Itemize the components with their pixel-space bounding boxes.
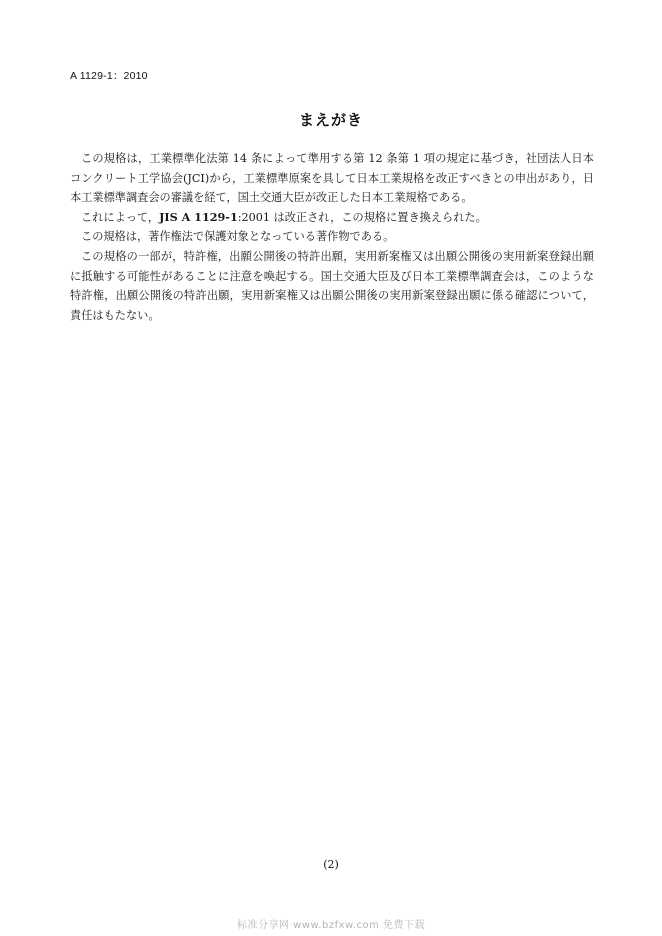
paragraph-text: これによって， bbox=[81, 210, 160, 224]
page-number: (2) bbox=[323, 858, 339, 871]
foreword-body bbox=[70, 149, 594, 325]
document-code: A 1129-1：2010 bbox=[70, 70, 148, 82]
foreword-paragraph bbox=[70, 208, 594, 228]
paragraph-text: :2001 は改正され，この規格に置き換えられた。 bbox=[237, 210, 487, 224]
foreword-paragraph: この規格は，著作権法で保護対象となっている著作物である。 bbox=[81, 230, 395, 244]
standard-reference: JIS A 1129-1 bbox=[159, 209, 238, 224]
foreword-paragraph: この規格は，工業標準化法第 14 条によって準用する第 12 条第 1 項の規定に基づき，社団法人日本コンクリート工学協会(JCI)から，工業標準原案を具して日本工業規格を改正すべきとの申出があり，日本工業標準調査会の審議を経て，国土交通大臣が改正した日本工業規格である。 bbox=[70, 152, 594, 205]
page-title: まえがき bbox=[298, 111, 363, 129]
foreword-paragraph: この規格の一部が，特許権，出願公開後の特許出願，実用新案権又は出願公開後の実用新案登録出願に抵触する可能性があることに注意を喚起する。国土交通大臣及び日本工業標準調査会は，このような特許権，出願公開後の特許出願，実用新案権又は出願公開後の実用新案登録出願に係る確認について，責任はもたない。 bbox=[70, 249, 594, 322]
watermark: 标准分享网 www.bzfxw.com 免费下载 bbox=[237, 920, 425, 931]
